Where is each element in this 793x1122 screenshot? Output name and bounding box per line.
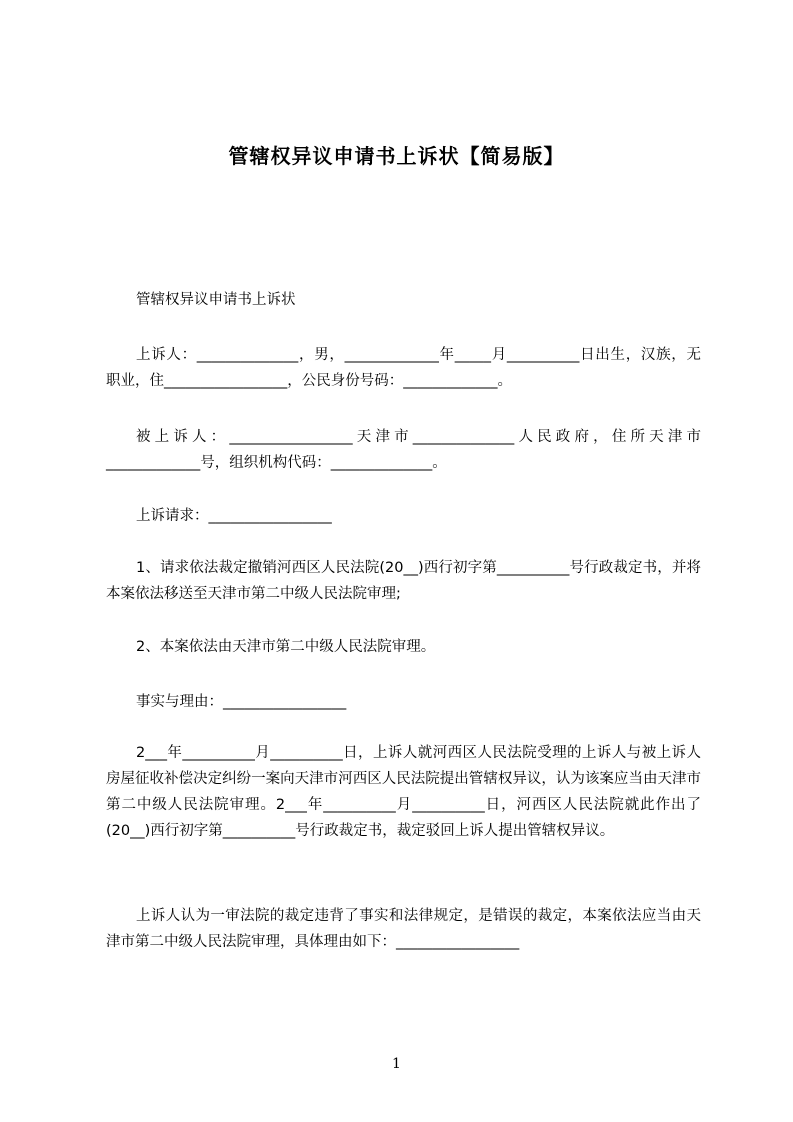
- paragraph-appellee: 被上诉人：_________________天津市______________人民政府，住所天津市_____________号，组织机构代码：______________。: [106, 429, 701, 471]
- paragraph-appeal-request-heading: 上诉请求：_________________: [136, 508, 332, 524]
- paragraph-facts-body: 2___年__________月__________日，上诉人就河西区人民法院受理的上诉人与被上诉人房屋征收补偿决定纠纷一案向天津市河西区人民法院提出管辖权异议，认为该案应当由天津市第二中级人民法院审理。2___年__________月__________日，河西区人民法院就此作出了(20__)西行初字第__________号行政裁定书，裁定驳回上诉人提出管辖权异议。: [106, 745, 701, 839]
- document-title: 管辖权异议申请书上诉状【简易版】: [228, 144, 565, 168]
- paragraph-facts-heading: 事实与理由：_________________: [136, 694, 347, 710]
- paragraph-request-1: 1、请求依法裁定撤销河西区人民法院(20__)西行初字第__________号行政裁定书，并将本案依法移送至天津市第二中级人民法院审理;: [106, 560, 701, 602]
- paragraph-reasons: 上诉人认为一审法院的裁定违背了事实和法律规定，是错误的裁定，本案依法应当由天津市第二中级人民法院审理，具体理由如下：_________________: [106, 908, 701, 950]
- paragraph-appellant: 上诉人：______________，男，_____________年_____月__________日出生，汉族，无职业，住_________________，公民身份号码：_____________。: [106, 347, 701, 389]
- document-subtitle: 管辖权异议申请书上诉状: [136, 292, 296, 308]
- paragraph-request-2: 2、本案依法由天津市第二中级人民法院审理。: [136, 639, 436, 655]
- page-number: 1: [392, 1056, 401, 1072]
